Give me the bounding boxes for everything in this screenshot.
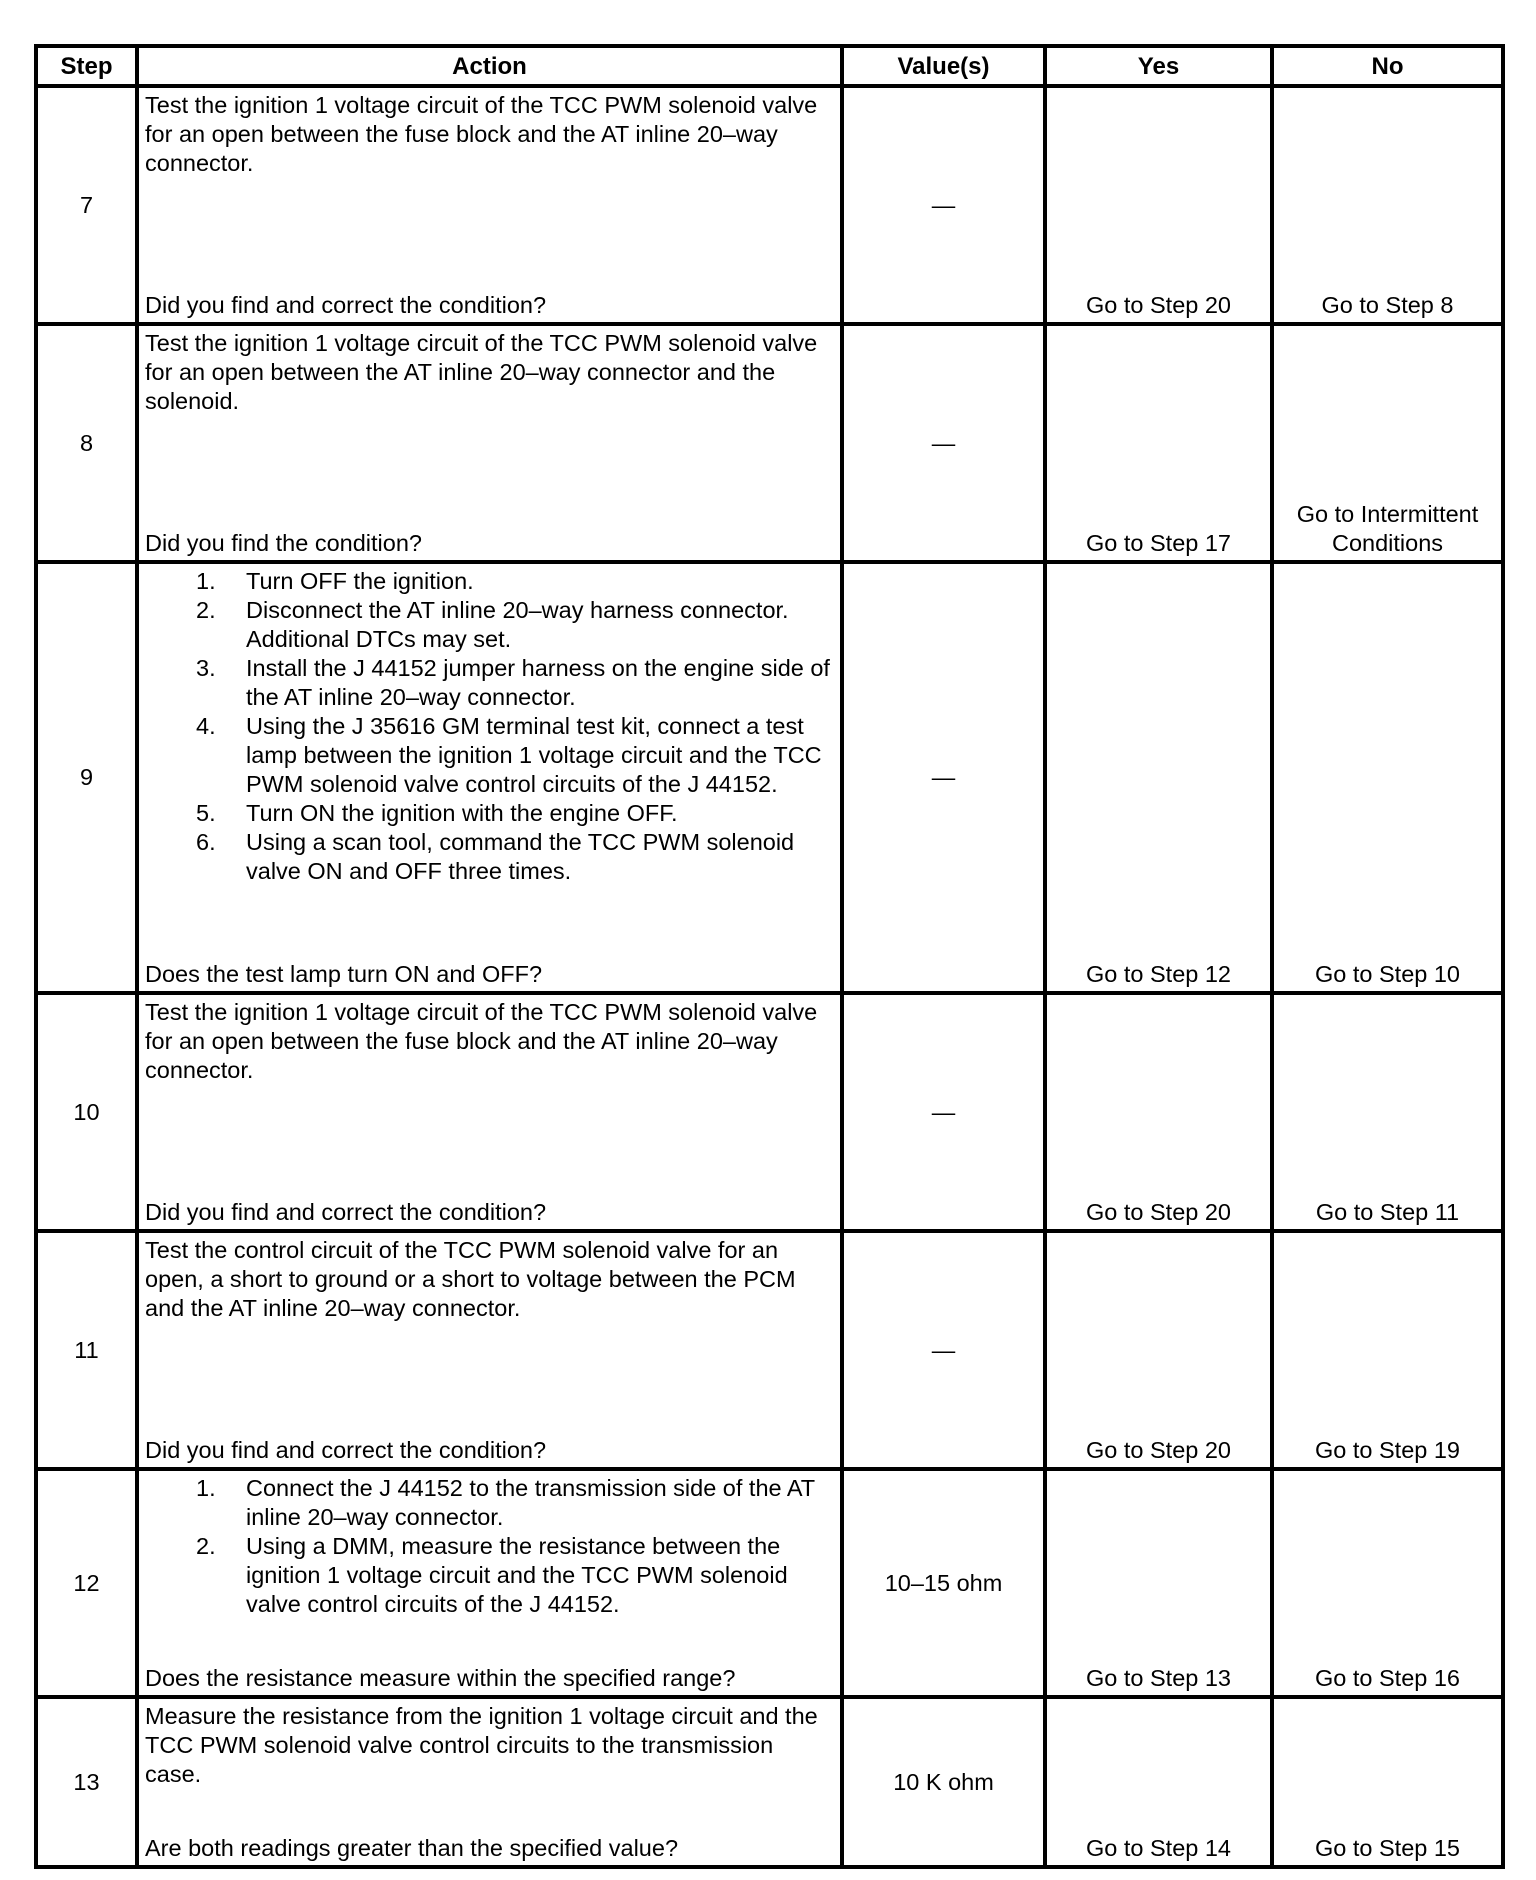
list-item: 1. Connect the J 44152 to the transmission side of the AT inline 20–way connector. bbox=[196, 1475, 815, 1530]
action-cell bbox=[137, 562, 842, 993]
list-item: 3. Install the J 44152 jumper harness on the engine side of the AT inline 20–way connector. bbox=[196, 655, 830, 710]
value-cell: 10–15 ohm bbox=[842, 1469, 1045, 1697]
value-cell: — bbox=[842, 993, 1045, 1231]
list-item: 2. Using a DMM, measure the resistance between the ignition 1 voltage circuit and the TCC PWM solenoid valve control circuits of the J 44152. bbox=[196, 1533, 788, 1617]
value-cell: — bbox=[842, 562, 1045, 993]
yes-cell: Go to Step 20 bbox=[1045, 993, 1272, 1231]
value-cell: — bbox=[842, 86, 1045, 324]
action-question: Did you find and correct the condition? bbox=[145, 292, 547, 318]
no-cell: Go to Step 11 bbox=[1272, 993, 1503, 1231]
no-cell: Go to Step 19 bbox=[1272, 1231, 1503, 1469]
action-instruction: Test the ignition 1 voltage circuit of the TCC PWM solenoid valve for an open between the AT inline 20–way connector and the solenoid. bbox=[145, 330, 818, 414]
action-question: Are both readings greater than the specified value? bbox=[145, 1835, 679, 1861]
diagnostic-table-container bbox=[34, 44, 1505, 1869]
yes-cell: Go to Step 20 bbox=[1045, 1231, 1272, 1469]
table-row bbox=[36, 86, 1503, 324]
value-cell: — bbox=[842, 1231, 1045, 1469]
diagnostic-steps-table bbox=[34, 44, 1505, 1869]
header-step: Step bbox=[36, 46, 137, 86]
step-number: 10 bbox=[36, 993, 137, 1231]
table-row bbox=[36, 1231, 1503, 1469]
yes-cell: Go to Step 14 bbox=[1045, 1697, 1272, 1867]
table-row bbox=[36, 562, 1503, 993]
step-number: 7 bbox=[36, 86, 137, 324]
list-item: 6. Using a scan tool, command the TCC PWM solenoid valve ON and OFF three times. bbox=[196, 829, 795, 884]
action-question: Does the resistance measure within the specified range? bbox=[145, 1665, 736, 1691]
step-number: 9 bbox=[36, 562, 137, 993]
action-cell bbox=[137, 993, 842, 1231]
yes-cell: Go to Step 17 bbox=[1045, 324, 1272, 562]
step-number: 11 bbox=[36, 1231, 137, 1469]
step-number: 13 bbox=[36, 1697, 137, 1867]
yes-cell: Go to Step 20 bbox=[1045, 86, 1272, 324]
header-action: Action bbox=[137, 46, 842, 86]
value-cell: 10 K ohm bbox=[842, 1697, 1045, 1867]
substep-list bbox=[145, 567, 834, 886]
action-cell bbox=[137, 1469, 842, 1697]
table-row bbox=[36, 324, 1503, 562]
list-item: 5. Turn ON the ignition with the engine OFF. bbox=[196, 800, 678, 826]
action-cell bbox=[137, 1231, 842, 1469]
action-instruction: Test the ignition 1 voltage circuit of the TCC PWM solenoid valve for an open between the fuse block and the AT inline 20–way connector. bbox=[145, 92, 818, 176]
yes-cell: Go to Step 13 bbox=[1045, 1469, 1272, 1697]
value-cell: — bbox=[842, 324, 1045, 562]
substep-list bbox=[145, 1474, 834, 1619]
list-item: 2. Disconnect the AT inline 20–way harness connector. Additional DTCs may set. bbox=[196, 597, 789, 652]
list-item: 1. Turn OFF the ignition. bbox=[196, 568, 474, 594]
list-item: 4. Using the J 35616 GM terminal test kit, connect a test lamp between the ignition 1 voltage circuit and the TCC PWM solenoid valve control circuits of the J 44152. bbox=[196, 713, 822, 797]
no-cell: Go to Step 10 bbox=[1272, 562, 1503, 993]
header-yes: Yes bbox=[1045, 46, 1272, 86]
table-row bbox=[36, 1469, 1503, 1697]
action-instruction: Test the ignition 1 voltage circuit of the TCC PWM solenoid valve for an open between the fuse block and the AT inline 20–way connector. bbox=[145, 999, 818, 1083]
no-cell: Go to Step 8 bbox=[1272, 86, 1503, 324]
table-row bbox=[36, 1697, 1503, 1867]
action-question: Did you find and correct the condition? bbox=[145, 1437, 547, 1463]
action-cell bbox=[137, 1697, 842, 1867]
action-question: Does the test lamp turn ON and OFF? bbox=[145, 961, 543, 987]
no-cell: Go to Step 15 bbox=[1272, 1697, 1503, 1867]
action-question: Did you find and correct the condition? bbox=[145, 1199, 547, 1225]
step-number: 12 bbox=[36, 1469, 137, 1697]
no-cell: Go to Intermittent Conditions bbox=[1272, 324, 1503, 562]
header-values: Value(s) bbox=[842, 46, 1045, 86]
header-no: No bbox=[1272, 46, 1503, 86]
action-cell bbox=[137, 86, 842, 324]
action-question: Did you find the condition? bbox=[145, 530, 422, 556]
action-cell bbox=[137, 324, 842, 562]
action-instruction: Measure the resistance from the ignition 1 voltage circuit and the TCC PWM solenoid valve control circuits to the transmission case. bbox=[145, 1703, 818, 1787]
step-number: 8 bbox=[36, 324, 137, 562]
table-header-row bbox=[36, 46, 1503, 86]
table-row bbox=[36, 993, 1503, 1231]
yes-cell: Go to Step 12 bbox=[1045, 562, 1272, 993]
action-instruction: Test the control circuit of the TCC PWM solenoid valve for an open, a short to ground or a short to voltage between the PCM and the AT inline 20–way connector. bbox=[145, 1237, 796, 1321]
no-cell: Go to Step 16 bbox=[1272, 1469, 1503, 1697]
